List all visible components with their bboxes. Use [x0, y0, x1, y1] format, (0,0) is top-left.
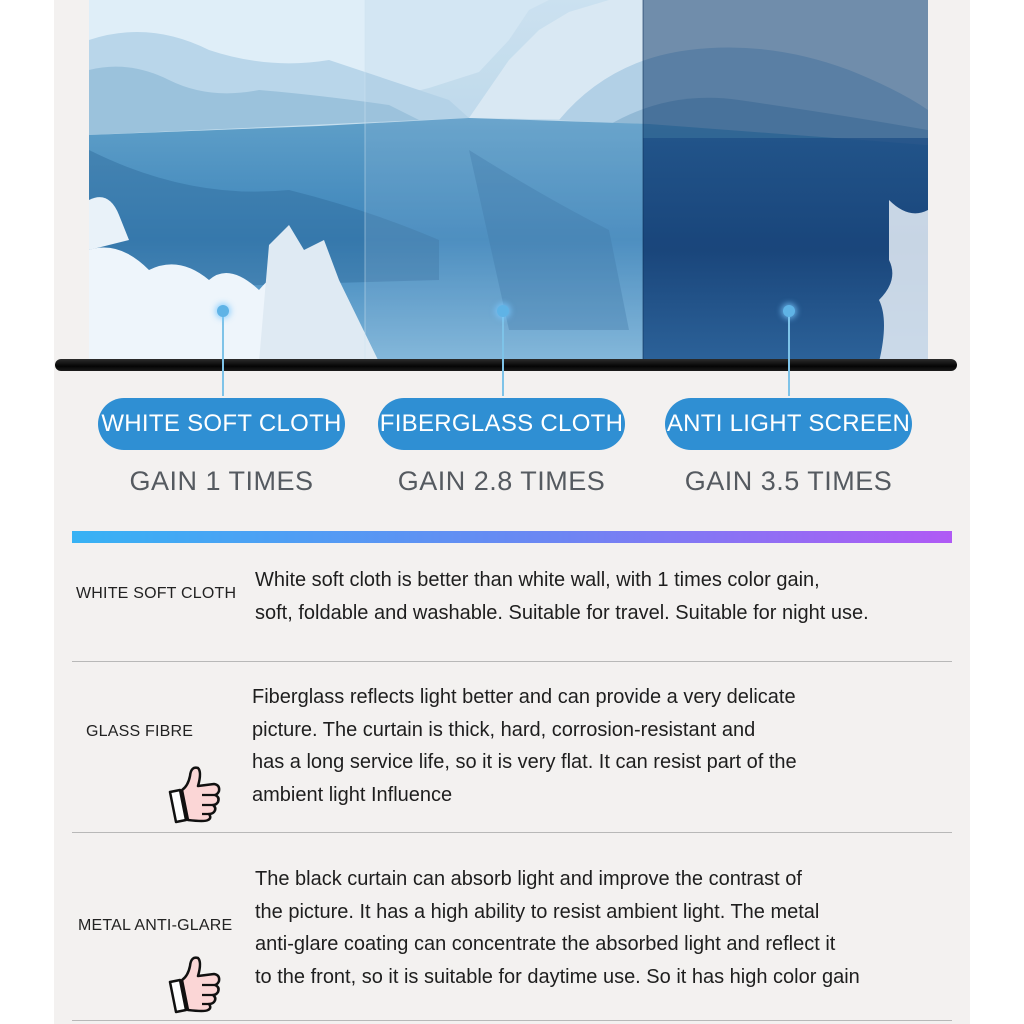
pill-anti-light-screen: ANTI LIGHT SCREEN — [665, 398, 912, 450]
thumbs-up-icon — [164, 952, 224, 1016]
row-text-white-soft-cloth: White soft cloth is better than white wall, with 1 times color gain, soft, foldable and washable. Suitable for travel. Suitable for night use. — [255, 569, 869, 624]
marker-dot-anti-light — [783, 305, 795, 317]
marker-line-fiberglass — [502, 312, 504, 396]
gain-white-soft-cloth: GAIN 1 TIMES — [129, 466, 314, 496]
marker-dot-fiberglass — [497, 305, 509, 317]
row-text-glass-fibre: Fiberglass reflects light better and can provide a very delicate picture. The curtain is thick, hard, corrosion-resistant and has a long service life, so it is very flat. It can resist part of the ambient light Influence — [252, 686, 797, 806]
row-text-metal-anti-glare: The black curtain can absorb light and improve the contrast of the picture. It has a high ability to resist ambient light. The metal anti-glare coating can concentrate the absorbed light and reflect it to the front, so it is suitable for daytime use. So it has high color gain — [255, 868, 860, 988]
row-divider — [72, 1020, 952, 1021]
row-label-white-soft-cloth: WHITE SOFT CLOTH — [76, 585, 237, 602]
gradient-divider — [72, 531, 952, 543]
marker-line-anti-light — [788, 312, 790, 396]
marker-line-white — [222, 312, 224, 396]
row-divider — [72, 832, 952, 833]
thumbs-up-icon — [164, 762, 224, 826]
pill-white-soft-cloth: WHITE SOFT CLOTH — [98, 398, 345, 450]
marker-dot-white — [217, 305, 229, 317]
pill-fiberglass-cloth: FIBERGLASS CLOTH — [378, 398, 625, 450]
gain-fiberglass-cloth: GAIN 2.8 TIMES — [397, 466, 606, 496]
row-divider — [72, 661, 952, 662]
screen-roller-bar — [55, 359, 957, 371]
gain-anti-light-screen: GAIN 3.5 TIMES — [684, 466, 893, 496]
row-label-metal-anti-glare: METAL ANTI-GLARE — [78, 917, 233, 934]
row-label-glass-fibre: GLASS FIBRE — [86, 723, 194, 740]
